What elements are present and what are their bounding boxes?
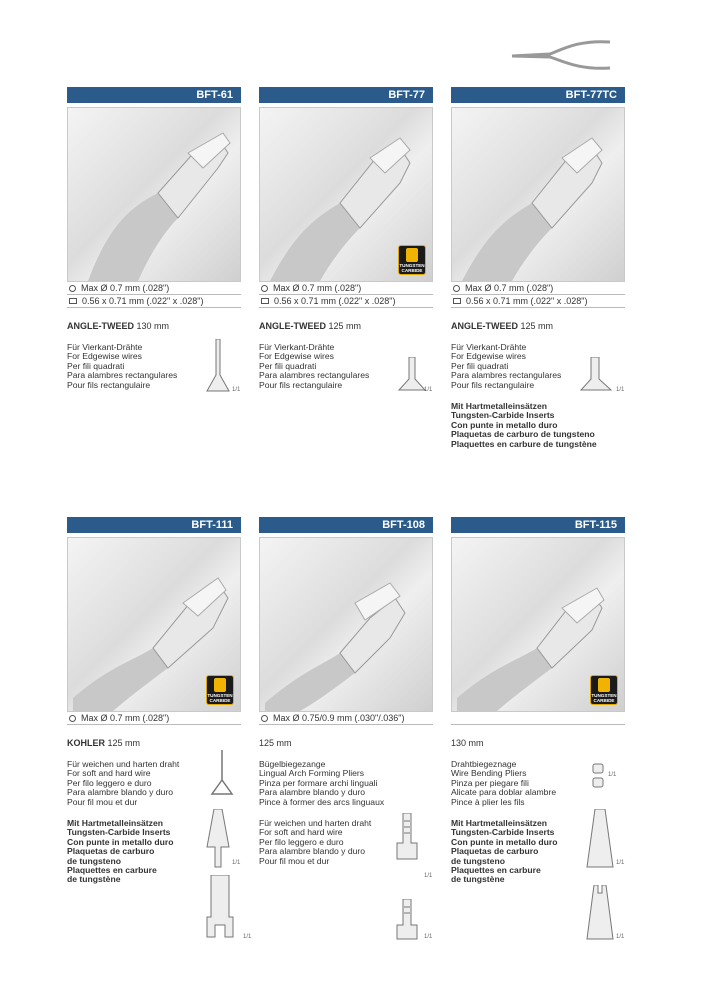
tip-profile-icon xyxy=(395,813,419,861)
product-code: BFT-108 xyxy=(259,517,433,533)
scale-label: 1/1 xyxy=(616,387,625,393)
inserts-note: Mit Hartmetalleinsätzen Tungsten-Carbide Inserts Con punte in metallo duro Plaquetas de carburo de tungsteno Plaquettes en carbure de tungstène xyxy=(67,818,174,885)
spec-max-diameter: Max Ø 0.7 mm (.028") xyxy=(259,282,433,295)
round-wire-icon xyxy=(453,285,460,292)
description-list: Bügelbiegezange Lingual Arch Forming Pliers Pinza per formare archi linguali Para alambre blando y duro Pince à former des arcs linguaux xyxy=(259,759,385,807)
spec-rect-wire: 0.56 x 0.71 mm (.022" x .028") xyxy=(451,295,625,308)
product-code: BFT-77TC xyxy=(451,87,625,103)
tip-profile-icon xyxy=(585,885,615,941)
product-card-bft-77 xyxy=(259,87,433,393)
product-title: ANGLE-TWEED 130 mm xyxy=(67,321,170,331)
product-code: BFT-61 xyxy=(67,87,241,103)
description-list: Für weichen und harten draht For soft and hard wire Per filo leggero e duro Para alambre blando y duro Pour fil mou et dur xyxy=(67,759,180,807)
product-title: ANGLE-TWEED 125 mm xyxy=(451,321,554,331)
description-list: Für Vierkant-Drähte For Edgewise wires Per fili quadrati Para alambres rectangulares Pour fils rectangulaire xyxy=(259,342,370,390)
tip-profile-icon xyxy=(395,899,419,941)
scale-label: 1/1 xyxy=(232,860,241,866)
description-list: Für Vierkant-Drähte For Edgewise wires Per fili quadrati Para alambres rectangulares Pour fils rectangulaire xyxy=(451,342,562,390)
rect-wire-icon xyxy=(69,298,77,304)
product-photo xyxy=(451,537,625,712)
tungsten-carbide-badge: TUNGSTEN CARBIDE xyxy=(398,245,426,275)
round-wire-icon xyxy=(69,285,76,292)
tip-profile-icon xyxy=(205,339,231,395)
product-code: BFT-77 xyxy=(259,87,433,103)
scale-label: 1/1 xyxy=(616,934,625,940)
inserts-note: Mit Hartmetalleinsätzen Tungsten-Carbide Inserts Con punte in metallo duro Plaquetas de carburo de tungsteno Plaquettes en carbure de tungstène xyxy=(451,818,558,885)
scale-label: 1/1 xyxy=(243,934,252,940)
round-wire-icon xyxy=(69,715,76,722)
product-photo xyxy=(259,537,433,712)
tungsten-carbide-badge: TUNGSTEN CARBIDE xyxy=(590,675,618,705)
tip-profile-icon xyxy=(205,809,231,869)
product-photo xyxy=(67,537,241,712)
product-title: 130 mm xyxy=(451,738,484,748)
inserts-note: Mit Hartmetalleinsätzen Tungsten-Carbide Inserts Con punte in metallo duro Plaquetas de carburo de tungsteno Plaquettes en carbure de tungstène xyxy=(451,401,597,449)
product-card-bft-111 xyxy=(67,517,252,940)
spec-rect-wire: 0.56 x 0.71 mm (.022" x .028") xyxy=(259,295,433,308)
product-card-bft-61 xyxy=(67,87,241,393)
product-card-bft-108 xyxy=(259,517,433,940)
spec-max-diameter: Max Ø 0.7 mm (.028") xyxy=(67,712,241,725)
rect-wire-icon xyxy=(261,298,269,304)
product-title: ANGLE-TWEED 125 mm xyxy=(259,321,362,331)
scale-label: 1/1 xyxy=(616,860,625,866)
product-photo xyxy=(451,107,625,282)
tip-profile-icon xyxy=(397,357,427,393)
wire-loop-icon xyxy=(207,750,237,800)
spec-max-diameter: Max Ø 0.75/0.9 mm (.030"/.036") xyxy=(259,712,433,725)
product-card-bft-77tc xyxy=(451,87,625,449)
round-wire-icon xyxy=(261,285,268,292)
scale-label: 1/1 xyxy=(608,772,617,778)
spec-placeholder-line xyxy=(451,712,625,725)
plier-pictogram-icon xyxy=(510,36,620,76)
wire-cross-section-icon xyxy=(591,762,605,790)
product-card-bft-115 xyxy=(451,517,625,940)
tungsten-carbide-badge: TUNGSTEN CARBIDE xyxy=(206,675,234,705)
scale-label: 1/1 xyxy=(232,387,241,393)
scale-label: 1/1 xyxy=(424,387,433,393)
scale-label: 1/1 xyxy=(424,934,433,940)
spec-max-diameter: Max Ø 0.7 mm (.028") xyxy=(451,282,625,295)
scale-label: 1/1 xyxy=(424,873,433,879)
product-title: KOHLER 125 mm xyxy=(67,738,141,748)
description-list: Für Vierkant-Drähte For Edgewise wires Per fili quadrati Para alambres rectangulares Pour fils rectangulaire xyxy=(67,342,178,390)
tip-profile-icon xyxy=(585,809,615,871)
product-code: BFT-111 xyxy=(67,517,241,533)
description-list: Drahtbiegeznage Wire Bending Pliers Pinza per piegare fili Alicate para doblar alambre Pince à plier les fils xyxy=(451,759,557,807)
product-photo xyxy=(259,107,433,282)
description-list-2: Für weichen und harten draht For soft and hard wire Per filo leggero e duro Para alambre blando y duro Pour fil mou et dur xyxy=(259,818,372,866)
spec-max-diameter: Max Ø 0.7 mm (.028") xyxy=(67,282,241,295)
tip-profile-icon xyxy=(205,875,235,941)
tip-profile-icon xyxy=(579,357,613,393)
round-wire-icon xyxy=(261,715,268,722)
product-title: 125 mm xyxy=(259,738,292,748)
spec-rect-wire: 0.56 x 0.71 mm (.022" x .028") xyxy=(67,295,241,308)
product-photo xyxy=(67,107,241,282)
product-code: BFT-115 xyxy=(451,517,625,533)
rect-wire-icon xyxy=(453,298,461,304)
